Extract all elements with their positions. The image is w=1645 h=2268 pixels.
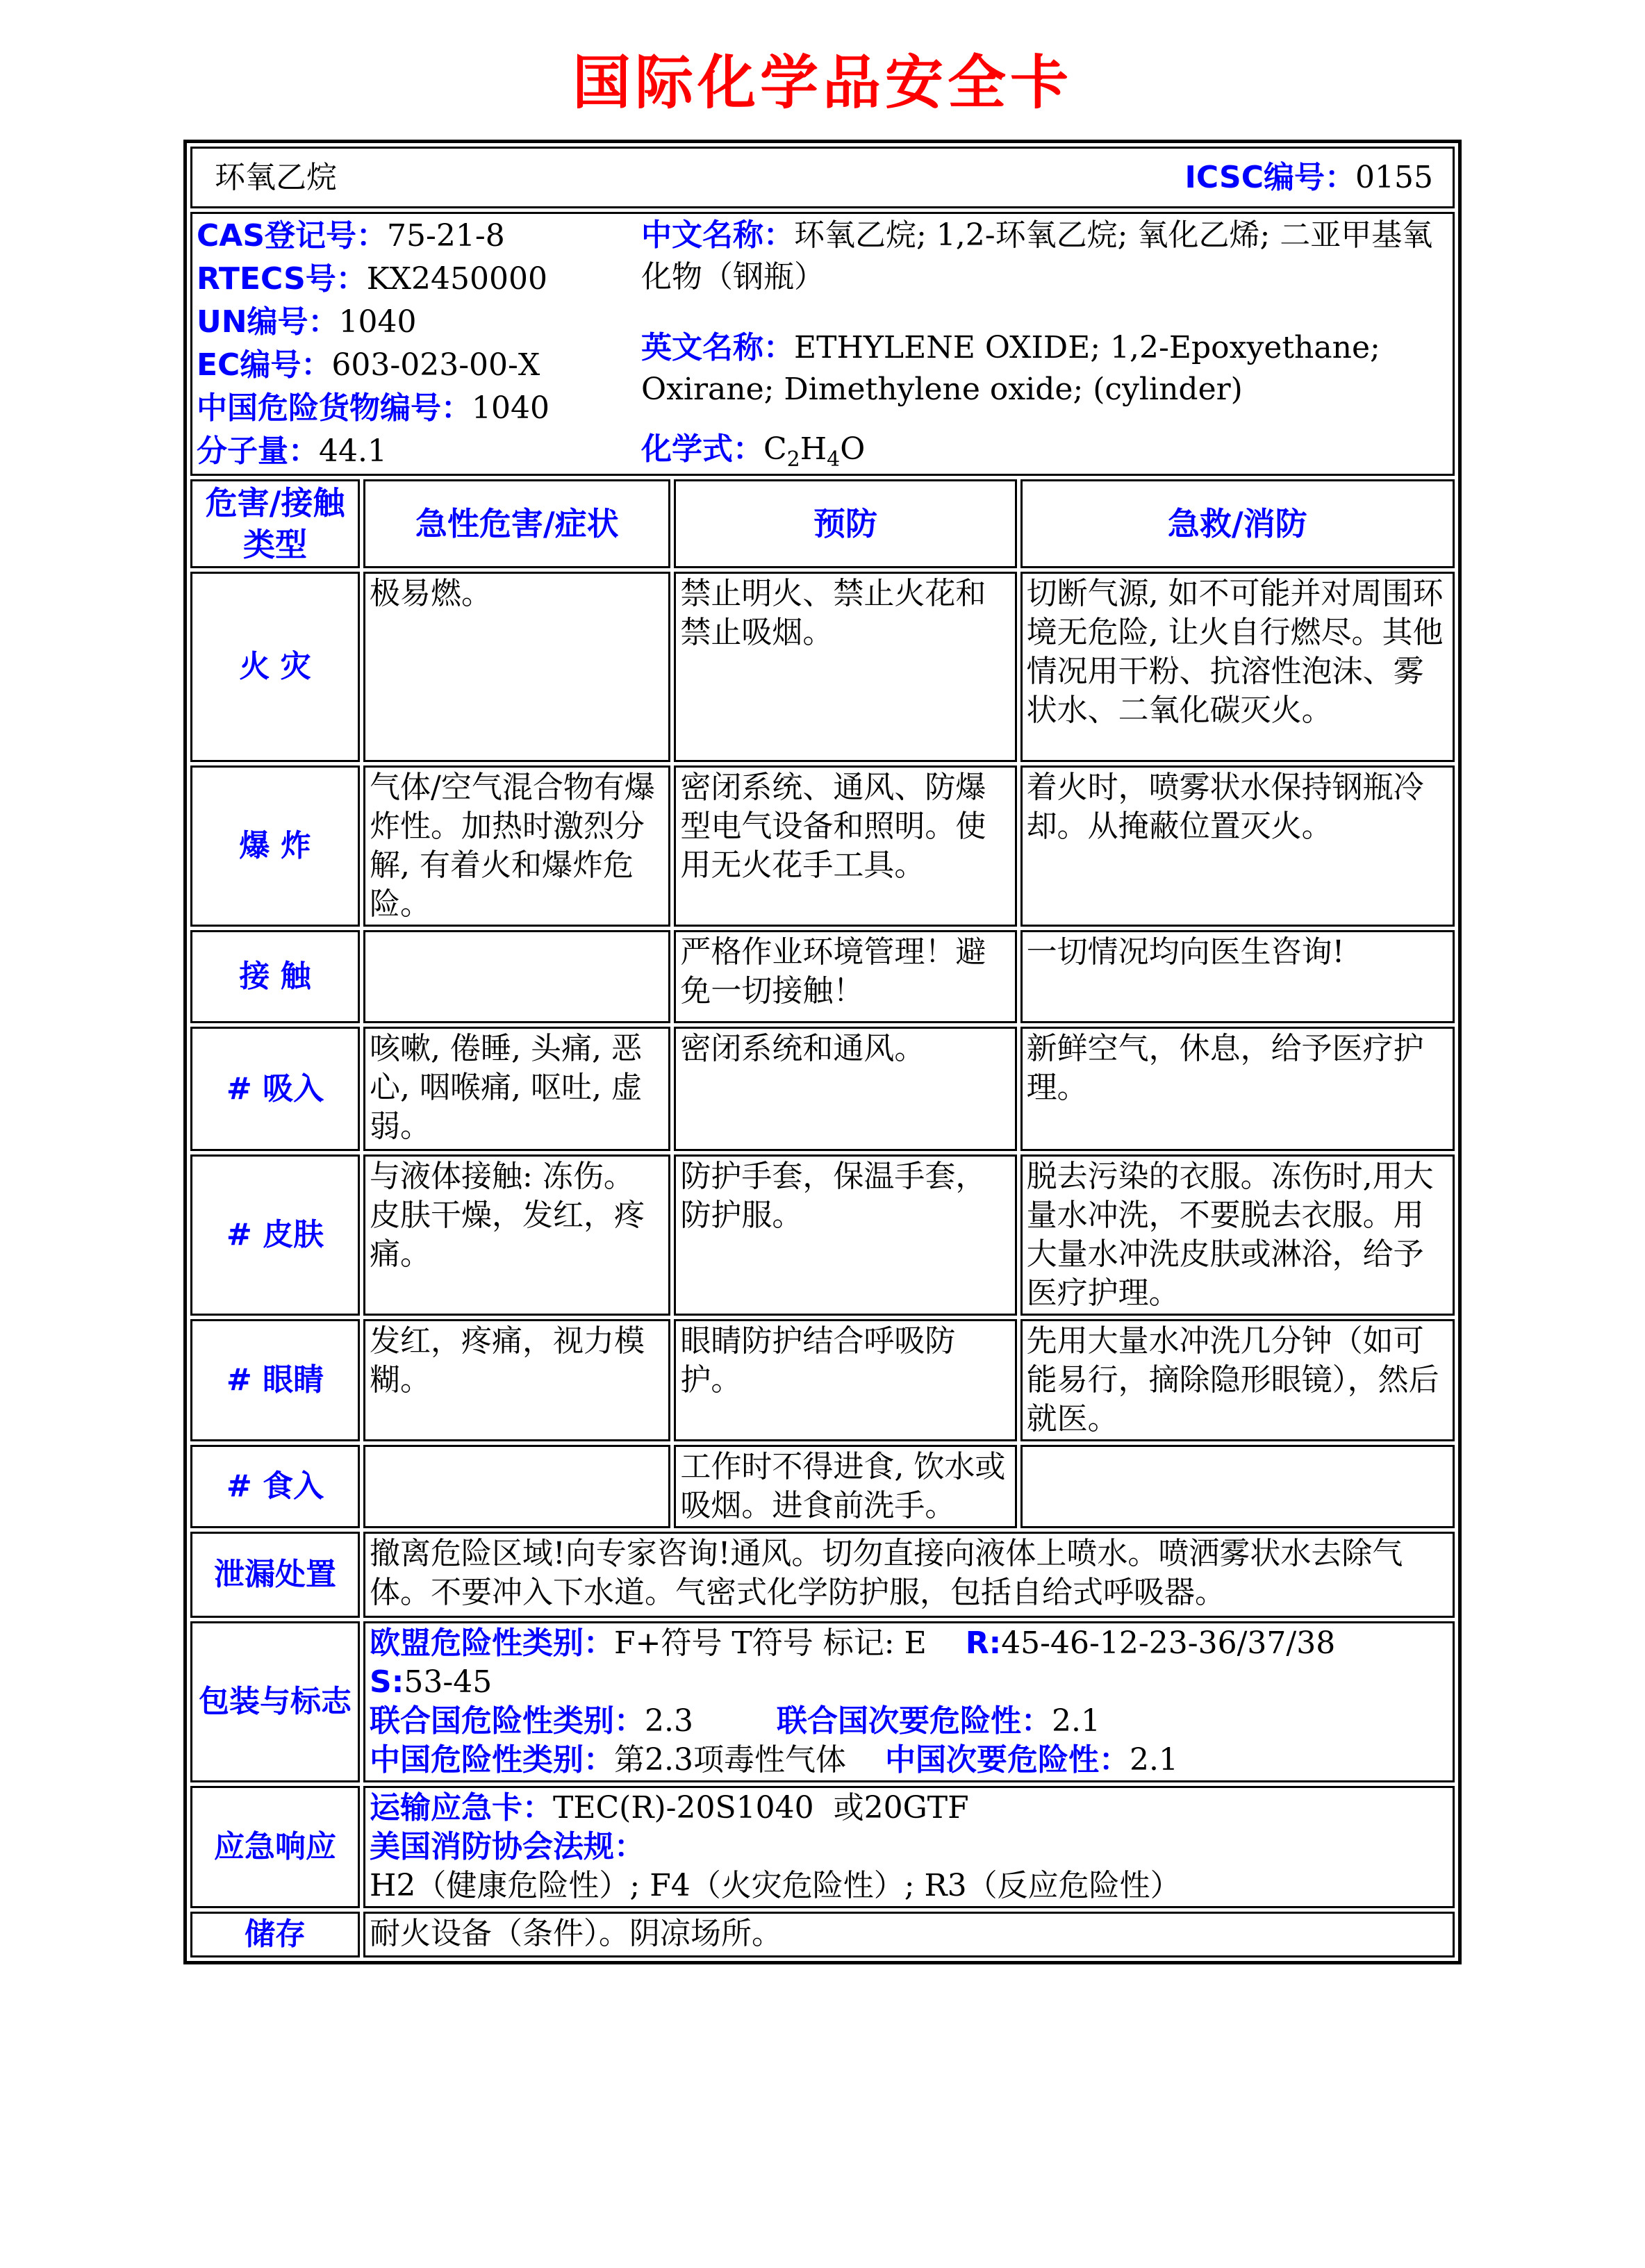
formula-subscript: 4 (827, 447, 841, 472)
field-value: 53-45 (404, 1664, 493, 1700)
hazard-type-label: # 吸入 (190, 1027, 360, 1151)
field-label: R: (965, 1625, 1002, 1661)
field-value: 第2.3项毒性气体 (614, 1742, 847, 1778)
column-header-prevention: 预防 (674, 479, 1016, 568)
symptoms-cell (363, 1445, 670, 1528)
prevention-cell: 禁止明火、禁止火花和禁止吸烟。 (674, 572, 1016, 762)
page-title: 国际化学品安全卡 (572, 48, 1073, 117)
registry-line (197, 301, 641, 344)
field-value: 45-46-12-23-36/37/38 (1001, 1625, 1336, 1661)
field-label: 中国危险货物编号： (197, 390, 472, 426)
field-label: RTECS号： (197, 261, 367, 297)
field-value: 耐火设备（条件）。阴凉场所。 (370, 1916, 783, 1951)
field-value: 603-023-00-X (331, 347, 540, 383)
hazard-type-label: # 食入 (190, 1445, 360, 1528)
field-value: 1040 (472, 390, 549, 426)
field-label: 联合国次要危险性： (777, 1703, 1052, 1739)
safety-card-table (183, 140, 1462, 1964)
section-line (370, 1789, 1448, 1828)
substance-header-row (190, 147, 1455, 208)
hazard-row (190, 1319, 1455, 1441)
chinese-name-label: 中文名称： (641, 217, 794, 253)
symptoms-cell: 与液体接触: 冻伤。皮肤干燥，发红，疼痛。 (363, 1154, 670, 1316)
section-label: 应急响应 (190, 1786, 360, 1908)
field-label: 中国危险性类别： (370, 1742, 615, 1778)
section-line (370, 1914, 1448, 1953)
section-content (363, 1621, 1455, 1782)
field-value: 撤离危险区域!向专家咨询!通风。切勿直接向液体上喷水。喷洒雾状水去除气体。不要冲入下水道。气密式化学防护服，包括自给式呼吸器。 (370, 1536, 1403, 1610)
hazard-row (190, 765, 1455, 927)
registry-line (197, 430, 641, 473)
section-row (190, 1621, 1455, 1782)
field-value: H2（健康危险性）; F4（火灾危险性）; R3（反应危险性） (370, 1868, 1181, 1903)
hazard-row (190, 1027, 1455, 1151)
field-value: 2.3 (645, 1703, 694, 1739)
names-block (641, 215, 1448, 473)
response-cell (1020, 1445, 1455, 1528)
prevention-cell: 防护手套，保温手套，防护服。 (674, 1154, 1016, 1316)
prevention-cell: 严格作业环境管理！避免一切接触！ (674, 930, 1016, 1023)
identification-row (190, 212, 1455, 476)
response-cell: 切断气源, 如不可能并对周围环境无危险, 让火自行燃尽。其他情况用干粉、抗溶性泡沫、雾状水、二氧化碳灭火。 (1020, 572, 1455, 762)
section-line (370, 1741, 1448, 1780)
section-content (363, 1532, 1455, 1618)
formula-label: 化学式： (641, 431, 763, 467)
hazard-table-header-row (190, 479, 1455, 568)
hazard-row (190, 572, 1455, 762)
english-name-value: ETHYLENE OXIDE; 1,2-Epoxyethane; Oxirane; Dimethylene oxide; (cylinder) (641, 330, 1380, 407)
field-value: KX2450000 (366, 261, 547, 297)
registry-line (197, 344, 641, 387)
field-label: 欧盟危险性类别： (370, 1625, 615, 1661)
english-name-line (641, 327, 1448, 411)
registry-numbers (197, 215, 641, 473)
symptoms-cell: 极易燃。 (363, 572, 670, 762)
chinese-name-line (641, 215, 1448, 298)
formula-line (641, 429, 1448, 470)
prevention-cell: 密闭系统、通风、防爆型电气设备和照明。使用无火花手工具。 (674, 765, 1016, 927)
section-row (190, 1786, 1455, 1908)
section-row (190, 1532, 1455, 1618)
section-content (363, 1786, 1455, 1908)
prevention-cell: 眼睛防护结合呼吸防护。 (674, 1319, 1016, 1441)
field-label: CAS登记号： (197, 218, 388, 254)
field-label: 分子量： (197, 433, 319, 469)
field-label: S: (370, 1664, 404, 1700)
field-label: UN编号： (197, 304, 339, 340)
field-value: TEC(R)-20S1040 或20GTF (553, 1790, 969, 1826)
symptoms-cell: 咳嗽, 倦睡, 头痛, 恶心, 咽喉痛, 呕吐, 虚弱。 (363, 1027, 670, 1151)
hazard-type-label: 接 触 (190, 930, 360, 1023)
section-content (363, 1912, 1455, 1957)
hazard-type-label: 火 灾 (190, 572, 360, 762)
formula-value: $C_2H_4O$ (763, 431, 866, 472)
section-label: 储存 (190, 1912, 360, 1957)
response-cell: 先用大量水冲洗几分钟（如可能易行，摘除隐形眼镜），然后就医。 (1020, 1319, 1455, 1441)
section-row (190, 1912, 1455, 1957)
field-label: 联合国危险性类别： (370, 1703, 645, 1739)
section-line (370, 1663, 1448, 1702)
icsc-label: ICSC编号： (1184, 159, 1356, 195)
response-cell: 脱去污染的衣服。冻伤时,用大量水冲洗，不要脱去衣服。用大量水冲洗皮肤或淋浴，给予医疗护理。 (1020, 1154, 1455, 1316)
icsc-number: 0155 (1355, 159, 1433, 195)
response-cell: 一切情况均向医生咨询! (1020, 930, 1455, 1023)
section-line (370, 1702, 1448, 1741)
field-value: F+符号 T符号 标记: E (614, 1625, 927, 1661)
symptoms-cell: 发红，疼痛，视力模糊。 (363, 1319, 670, 1441)
hazard-type-label: # 眼睛 (190, 1319, 360, 1441)
icsc-number-group (1185, 158, 1448, 197)
column-header-symptoms: 急性危害/症状 (363, 479, 670, 568)
field-value: 2.1 (1130, 1742, 1179, 1778)
field-value: 44.1 (319, 433, 387, 469)
symptoms-cell (363, 930, 670, 1023)
section-label: 泄漏处置 (190, 1532, 360, 1618)
registry-line (197, 387, 641, 430)
formula-subscript: 2 (786, 447, 800, 472)
response-cell: 着火时，喷雾状水保持钢瓶冷却。从掩蔽位置灭火。 (1020, 765, 1455, 927)
chinese-name-value: 环氧乙烷; 1,2-环氧乙烷; 氧化乙烯; 二亚甲基氧化物（钢瓶） (641, 217, 1433, 295)
column-header-hazard-type: 危害/接触类型 (190, 479, 360, 568)
section-line (370, 1624, 1448, 1663)
substance-name: 环氧乙烷 (215, 159, 337, 195)
hazard-type-label: # 皮肤 (190, 1154, 360, 1316)
symptoms-cell: 气体/空气混合物有爆炸性。加热时激烈分解, 有着火和爆炸危险。 (363, 765, 670, 927)
registry-line (197, 258, 641, 301)
response-cell: 新鲜空气，休息，给予医疗护理。 (1020, 1027, 1455, 1151)
registry-line (197, 215, 641, 258)
english-name-label: 英文名称： (641, 330, 794, 365)
section-line (370, 1828, 1448, 1905)
hazard-row (190, 1445, 1455, 1528)
hazard-row (190, 930, 1455, 1023)
column-header-response: 急救/消防 (1020, 479, 1455, 568)
prevention-cell: 密闭系统和通风。 (674, 1027, 1016, 1151)
field-label: 中国次要危险性： (885, 1742, 1130, 1778)
field-label: EC编号： (197, 347, 332, 383)
field-value: 1040 (338, 304, 417, 340)
section-line (370, 1534, 1448, 1612)
hazard-type-label: 爆 炸 (190, 765, 360, 927)
field-value: 2.1 (1052, 1703, 1101, 1739)
field-value: 75-21-8 (387, 218, 505, 254)
section-label: 包装与标志 (190, 1621, 360, 1782)
prevention-cell: 工作时不得进食, 饮水或吸烟。进食前洗手。 (674, 1445, 1016, 1528)
field-label: 美国消防协会法规： (370, 1829, 645, 1864)
field-label: 运输应急卡： (370, 1790, 554, 1826)
hazard-row (190, 1154, 1455, 1316)
